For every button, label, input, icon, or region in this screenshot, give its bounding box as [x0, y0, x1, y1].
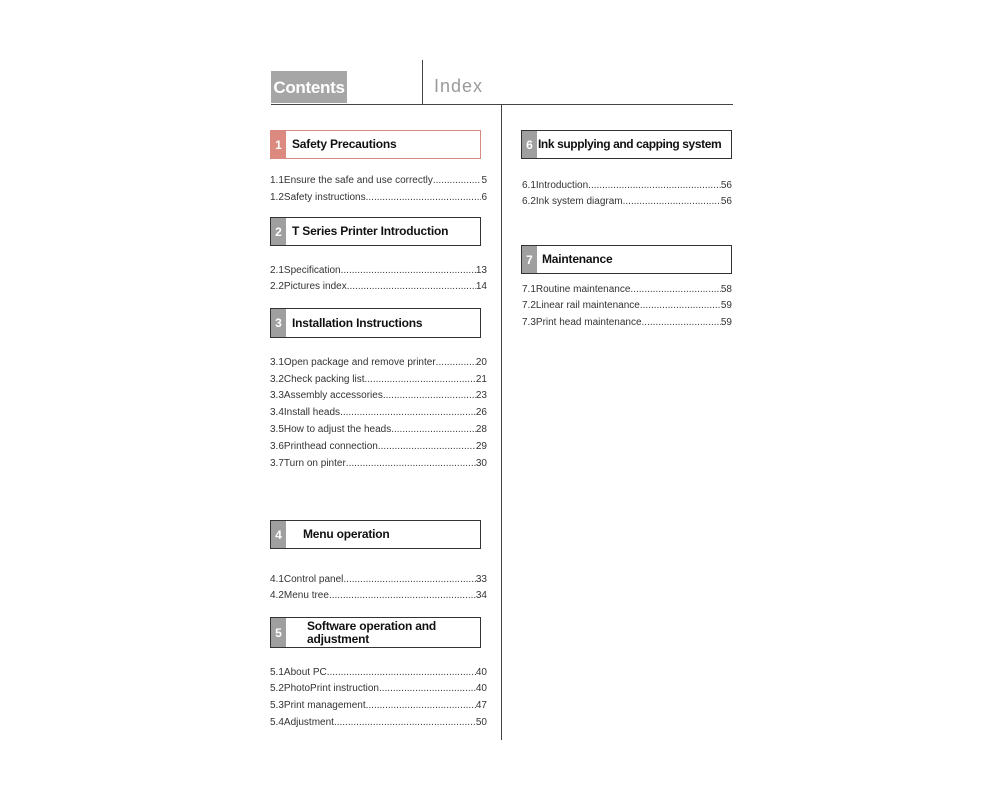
toc-entry-label: 6.1Introduction: [522, 180, 589, 191]
header-divider: [422, 60, 423, 105]
toc-entry-label: 3.4Install heads: [270, 407, 341, 418]
toc-entry-page: 56: [720, 196, 732, 207]
toc-entry-page: 40: [475, 683, 487, 694]
toc-entry[interactable]: [522, 177, 732, 191]
toc-entry[interactable]: [270, 404, 487, 418]
toc-entry-page: 59: [720, 300, 732, 311]
toc-entry-label: 5.3Print management: [270, 700, 366, 711]
toc-entry-page: 13: [475, 265, 487, 276]
toc-entry-page: 56: [720, 180, 732, 191]
dot-leader: [341, 265, 476, 276]
toc-entry[interactable]: [522, 297, 732, 311]
toc-entry-page: 34: [475, 590, 487, 601]
toc-entry[interactable]: [270, 189, 487, 203]
section-number: 3: [271, 309, 286, 337]
toc-entry-page: 29: [475, 441, 487, 452]
toc-entry-label: 5.4Adjustment: [270, 717, 334, 728]
toc-entry[interactable]: [270, 262, 487, 276]
toc-entry-label: 5.1About PC: [270, 667, 327, 678]
toc-entry[interactable]: [270, 438, 487, 452]
section-3-header[interactable]: [270, 308, 481, 338]
toc-entry-page: 40: [475, 667, 487, 678]
dot-leader: [383, 390, 476, 401]
section-number: 7: [522, 246, 537, 273]
dot-leader: [366, 192, 482, 203]
toc-entry[interactable]: [270, 421, 487, 435]
toc-entry-label: 3.6Printhead connection: [270, 441, 378, 452]
section-number: 1: [271, 131, 286, 158]
section-4-header[interactable]: [270, 520, 481, 549]
toc-entry-label: 3.3Assembly accessories: [270, 390, 383, 401]
toc-entry-label: 3.1Open package and remove printer: [270, 357, 436, 368]
toc-entry[interactable]: [270, 680, 487, 694]
toc-entry-label: 4.2Menu tree: [270, 590, 329, 601]
section-6-header[interactable]: [521, 130, 732, 159]
toc-entry[interactable]: [270, 172, 487, 186]
dot-leader: [365, 374, 476, 385]
toc-entry[interactable]: [270, 387, 487, 401]
section-title: [286, 620, 436, 646]
column-divider: [501, 105, 502, 740]
section-title: Safety Precautions: [292, 137, 397, 151]
toc-entry[interactable]: [522, 281, 732, 295]
index-label: Index: [434, 76, 484, 96]
dot-leader: [379, 683, 476, 694]
toc-entry-label: 3.5How to adjust the heads: [270, 424, 392, 435]
dot-leader: [588, 180, 721, 191]
dot-leader: [623, 196, 721, 207]
section-number: 6: [522, 131, 537, 158]
section-title: T Series Printer Introduction: [292, 224, 449, 238]
toc-entry-page: 21: [475, 374, 487, 385]
toc-entry[interactable]: [522, 314, 732, 328]
toc-entry-page: 14: [475, 281, 487, 292]
toc-entry[interactable]: [270, 455, 487, 469]
section-title: Menu operation: [303, 527, 390, 541]
toc-entry[interactable]: [270, 697, 487, 711]
toc-entry-label: 4.1Control panel: [270, 574, 344, 585]
section-7-header[interactable]: [521, 245, 732, 274]
dot-leader: [340, 407, 476, 418]
toc-entry-page: 59: [720, 317, 732, 328]
dot-leader: [327, 667, 476, 678]
toc-entry-label: 7.3Print head maintenance: [522, 317, 642, 328]
dot-leader: [343, 574, 475, 585]
toc-entry-page: 30: [475, 458, 487, 469]
section-title: Ink supplying and capping system: [538, 137, 722, 151]
section-title: Installation Instructions: [292, 315, 423, 330]
toc-entry-page: 50: [475, 717, 487, 728]
dot-leader: [640, 300, 721, 311]
toc-entry[interactable]: [270, 714, 487, 728]
dot-leader: [433, 175, 482, 186]
dot-leader: [366, 700, 476, 711]
section-number: 2: [271, 218, 286, 245]
toc-entry[interactable]: [270, 571, 487, 585]
toc-entry[interactable]: [270, 587, 487, 601]
dot-leader: [347, 281, 476, 292]
dot-leader: [436, 357, 476, 368]
toc-entry-page: 20: [475, 357, 487, 368]
dot-leader: [346, 458, 476, 469]
toc-entry-page: 33: [475, 574, 487, 585]
section-5-header[interactable]: [270, 617, 481, 648]
toc-entry[interactable]: [522, 193, 732, 207]
section-number: 5: [271, 618, 286, 647]
toc-entry-label: 3.2Check packing list: [270, 374, 365, 385]
toc-entry-label: 6.2Ink system diagram: [522, 196, 623, 207]
toc-entry-page: 6: [481, 192, 487, 203]
section-1-header[interactable]: [270, 130, 481, 159]
toc-entry-label: 7.2Linear rail maintenance: [522, 300, 640, 311]
dot-leader: [630, 284, 720, 295]
section-2-header[interactable]: [270, 217, 481, 246]
dot-leader: [642, 317, 721, 328]
toc-entry[interactable]: [270, 354, 487, 368]
dot-leader: [378, 441, 476, 452]
toc-entry-label: 2.1Specification: [270, 265, 341, 276]
toc-entry-page: 28: [475, 424, 487, 435]
toc-entry-label: 5.2PhotoPrint instruction: [270, 683, 379, 694]
toc-entry-page: 26: [475, 407, 487, 418]
section-number: 4: [271, 521, 286, 548]
toc-entry-page: 5: [481, 175, 487, 186]
section-title-line: adjustment: [307, 631, 370, 646]
toc-entry-label: 1.2Safety instructions: [270, 192, 366, 203]
dot-leader: [391, 424, 476, 435]
toc-entry[interactable]: [270, 664, 487, 678]
section-title: Maintenance: [542, 252, 613, 266]
toc-entry-label: 2.2Pictures index: [270, 281, 347, 292]
toc-entry-page: 47: [475, 700, 487, 711]
toc-entry-page: 23: [475, 390, 487, 401]
header-rule: [271, 104, 733, 105]
toc-entry-label: 1.1Ensure the safe and use correctly: [270, 175, 433, 186]
section-title-line: Software operation and: [307, 618, 436, 633]
dot-leader: [329, 590, 476, 601]
toc-entry[interactable]: [270, 278, 487, 292]
toc-entry-label: 7.1Routine maintenance: [522, 284, 631, 295]
toc-entry-page: 58: [720, 284, 732, 295]
dot-leader: [334, 717, 476, 728]
toc-entry-label: 3.7Turn on pinter: [270, 458, 346, 469]
contents-tab: Contents: [271, 71, 347, 103]
toc-entry[interactable]: [270, 371, 487, 385]
